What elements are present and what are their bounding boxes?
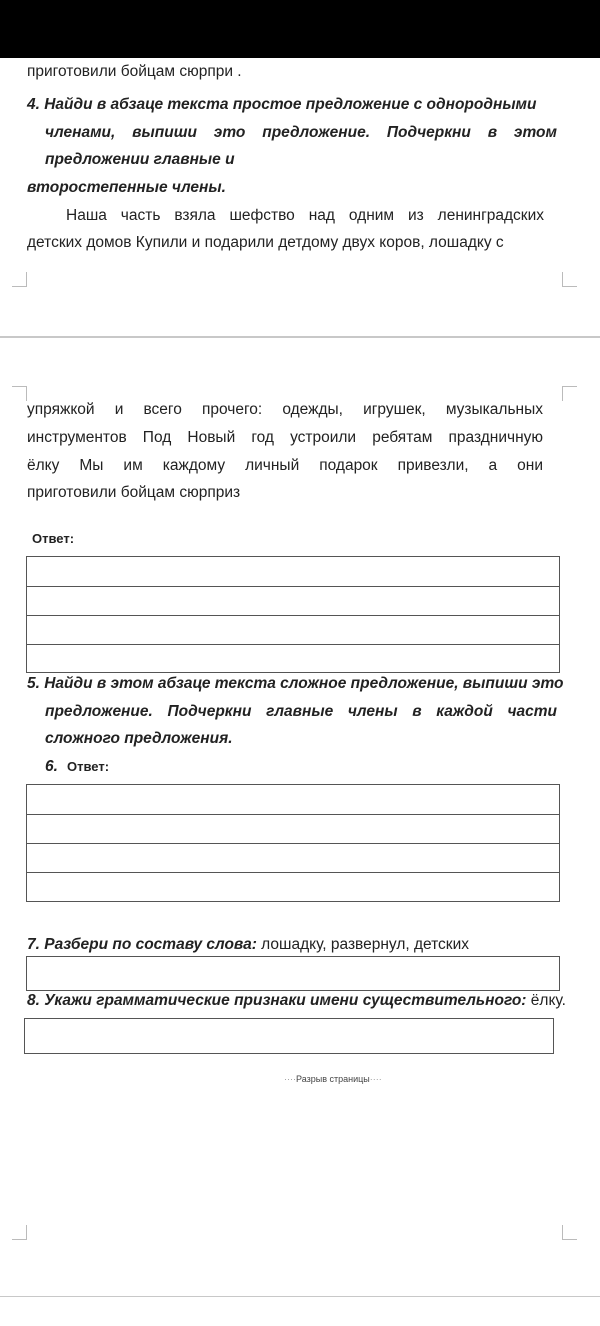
task8-answer-box[interactable] [24,1018,554,1054]
page-corner-mark [12,386,27,401]
page-separator [0,1296,600,1297]
text-line: Наша часть взяла шефство над одним из ленинградских [66,207,544,224]
task4-line4: второстепенные члены. [27,179,226,196]
text-line: инструментов Под Новый год устроили ребятам праздничную [27,429,543,446]
text-line: упряжкой и всего прочего: одежды, игрушек, музыкальных [27,401,543,418]
task8-line [27,991,566,1011]
task5-line1: 5. Найди в этом абзаце текста сложное предложение, выпиши это [27,675,564,692]
top-status-bar [0,0,600,58]
answer-table-1[interactable] [26,556,560,673]
task5-line2: предложение. Подчеркни главные члены в каждой части [45,703,557,720]
page-break-dots: ···· [284,1074,296,1084]
answer-row-divider [27,644,559,645]
page-break-dots: ···· [369,1074,382,1084]
text-line: детских домов Купили и подарили детдому двух коров, лошадку с [27,234,504,251]
task4-line1: 4. Найди в абзаце текста простое предложение с однородными [27,96,537,113]
task8-word: ёлку. [526,992,566,1009]
text-line: ёлку Мы им каждому личный подарок привезли, а они [27,457,543,474]
task7-line [27,935,469,955]
page-corner-mark [562,386,577,401]
text-line: приготовили бойцам сюрприз [27,484,241,501]
task8-label: 8. Укажи грамматические признаки имени существительного: [27,992,527,1009]
task7-label: 7. Разбери по составу слова: [27,936,257,953]
answer-row-divider [27,843,559,844]
task7-words: лошадку, развернул, детских [256,936,470,953]
task5-line3: сложного предложения. [45,730,233,747]
page-corner-mark [562,272,577,287]
page-break-label: Разрыв страницы [296,1074,370,1084]
answer-row-divider [27,586,559,587]
page-corner-mark [562,1225,577,1240]
page-corner-mark [12,272,27,287]
answer-row-divider [27,615,559,616]
text-line-prev: приготовили бойцам сюрпри . [27,63,242,80]
answer-table-2[interactable] [26,784,560,902]
answer-row-divider [27,814,559,815]
answer-label: Ответ: [67,759,110,774]
page-break-marker [284,1074,382,1084]
task4-line2: членами, выпиши это предложение. Подчеркни в этом [45,124,557,141]
answer-row-divider [27,872,559,873]
task6-number: 6. [45,758,58,775]
task7-answer-box[interactable] [26,956,560,991]
page-separator [0,336,600,338]
answer-label: Ответ: [32,531,75,546]
task4-line3: предложении главные и [45,151,235,168]
page-corner-mark [12,1225,27,1240]
